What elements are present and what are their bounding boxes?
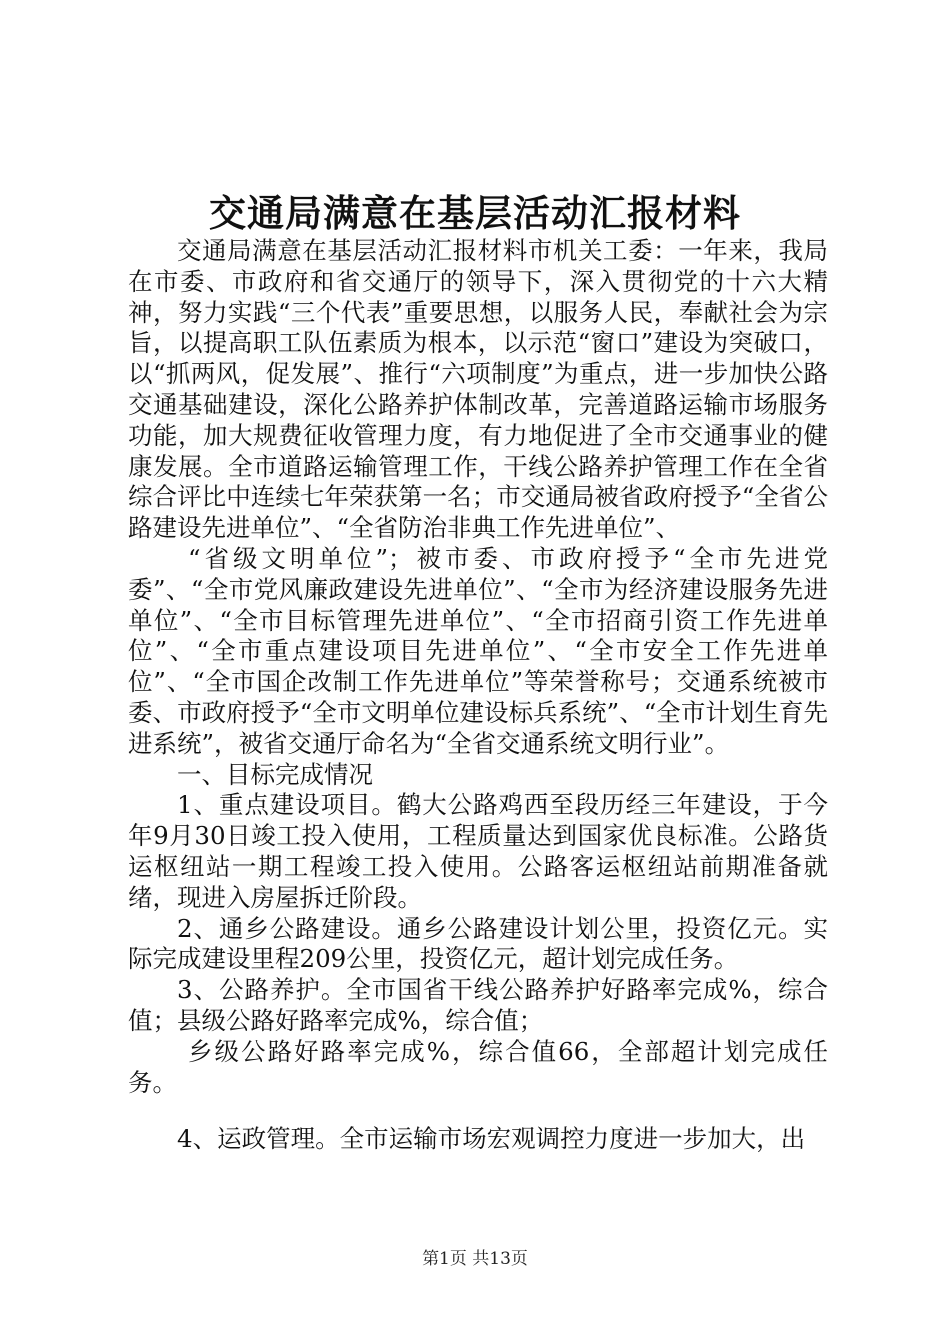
document-body (128, 236, 828, 1155)
paragraph-intro: 交通局满意在基层活动汇报材料市机关工委：一年来，我局在市委、市政府和省交通厅的领导下，深入贯彻党的十六大精神，努力实践“三个代表”重要思想，以服务人民，奉献社会为宗旨，以提高职工队伍素质为根本，以示范“窗口”建设为突破口，以“抓两风，促发展”、推行“六项制度”为重点，进一步加快公路交通基础建设，深化公路养护体制改革，完善道路运输市场服务功能，加大规费征收管理力度，有力地促进了全市交通事业的健康发展。全市道路运输管理工作，干线公路养护管理工作在全省综合评比中连续七年荣获第一名；市交通局被省政府授予“全省公路建设先进单位”、“全省防治非典工作先进单位”、 (128, 236, 828, 543)
section-heading-goals: 一、目标完成情况 (177, 759, 373, 789)
paragraph-honors: “省级文明单位”；被市委、市政府授予“全市先进党委”、“全市党风廉政建设先进单位”、“全市为经济建设服务先进单位”、“全市目标管理先进单位”、“全市招商引资工作先进单位”、“全市重点建设项目先进单位”、“全市安全工作先进单位”、“全市国企改制工作先进单位”等荣誉称号；交通系统被市委、市政府授予“全市文明单位建设标兵系统”、“全市计划生育先进系统”，被省交通厅命名为“全省交通系统文明行业”。 (128, 543, 828, 758)
paragraph-road-maintenance: 3、公路养护。全市国省干线公路养护好路率完成%，综合值；县级公路好路率完成%，综合值； (128, 975, 828, 1035)
paragraph-key-projects: 1、重点建设项目。鹤大公路鸡西至段历经三年建设，于今年9月30日竣工投入使用，工程质量达到国家优良标准。公路货运枢纽站一期工程竣工投入使用。公路客运枢纽站前期准备就绪，现进入房屋拆迁阶段。 (128, 790, 828, 912)
document-title: 交通局满意在基层活动汇报材料 (209, 191, 741, 235)
paragraph-transport-admin: 4、运政管理。全市运输市场宏观调控力度进一步加大，出 (177, 1124, 806, 1154)
paragraph-rural-roads: 乡级公路好路率完成%，综合值66，全部超计划完成任务。 (128, 1036, 828, 1097)
paragraph-township-roads: 2、通乡公路建设。通乡公路建设计划公里，投资亿元。实际完成建设里程209公里，投资亿元，超计划完成任务。 (128, 913, 828, 974)
page-footer: 第1页 共13页 (422, 1249, 528, 1269)
